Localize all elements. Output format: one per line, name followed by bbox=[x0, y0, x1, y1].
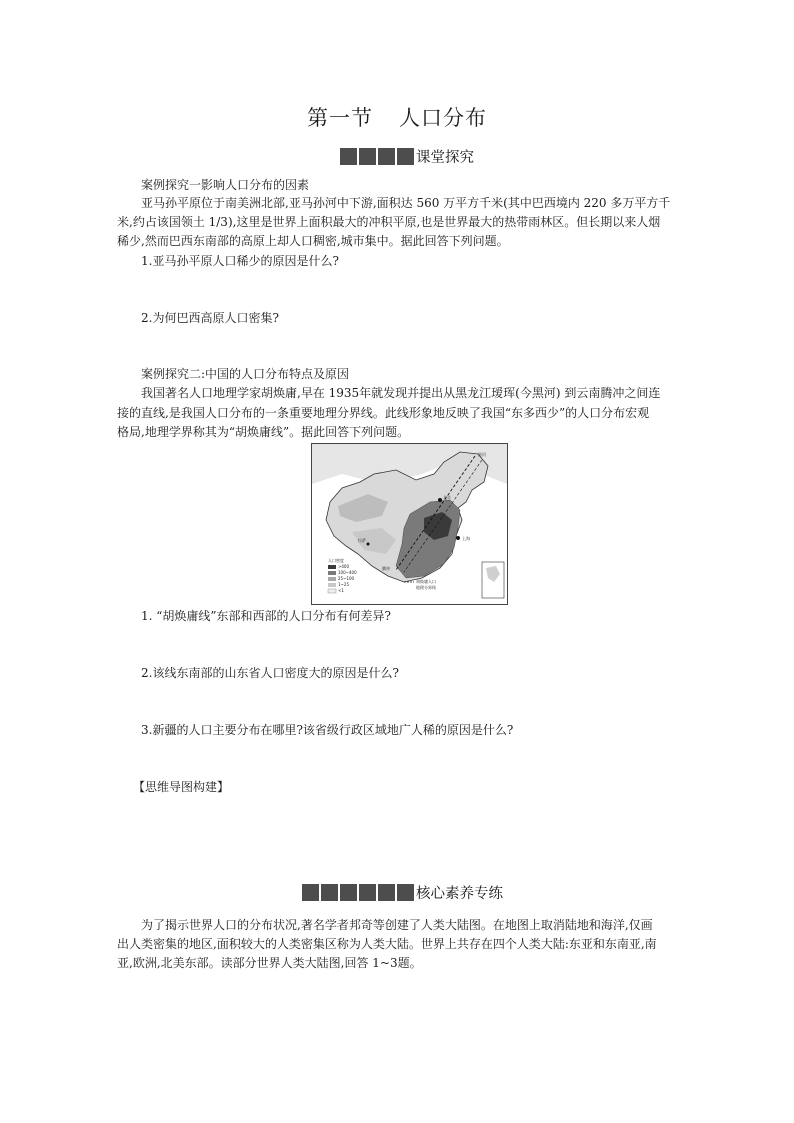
map-label-beijing: 北京 bbox=[443, 495, 451, 500]
legend-item-5: <1 bbox=[338, 588, 344, 593]
banner2-label: 核心素养专练 bbox=[416, 886, 503, 902]
case2-question-3: 3.新疆的人口主要分布在哪里?该省级行政区域地广人稀的原因是什么? bbox=[141, 723, 514, 737]
legend-item-2: 100~400 bbox=[338, 570, 357, 575]
case1-line2: 米,约占该国领土 1/3),这里是世界上面积最大的冲积平原,也是世界最大的热带雨林区。但长期以来人烟 bbox=[117, 215, 661, 229]
map-label-tengchong: 腾冲 bbox=[382, 566, 390, 571]
legend-item-4: 1~25 bbox=[338, 582, 349, 587]
page-title bbox=[0, 102, 794, 132]
case2-heading: 案例探究二:中国的人口分布特点及原因 bbox=[141, 367, 350, 381]
practice-line3: 亚,欧洲,北美东部。读部分世界人类大陆图,回答 1~3题。 bbox=[117, 956, 422, 970]
case2-line3: 格局,地理学界称其为“胡焕庸线”。据此回答下列问题。 bbox=[117, 425, 410, 439]
legend-title: 人口密度 bbox=[328, 558, 344, 563]
case2-line2: 接的直线,是我国人口分布的一条重要地理分界线。此线形象地反映了我国“东多西少”的人口分布宏观 bbox=[117, 406, 650, 420]
classroom-banner bbox=[340, 146, 474, 167]
practice-line2: 出人类密集的地区,面积较大的人类密集区称为人类大陆。世界上共存在四个人类大陆:东亚和东南亚,南 bbox=[117, 937, 657, 951]
legend-line-label: 胡焕庸人口 bbox=[416, 579, 436, 584]
legend-line-label-2: 地理分界线 bbox=[416, 585, 436, 590]
city-dot-beijing bbox=[438, 498, 442, 502]
case2-question-2: 2.该线东南部的山东省人口密度大的原因是什么? bbox=[141, 666, 399, 680]
banner-label: 课堂探究 bbox=[416, 150, 474, 166]
case1-line3: 稀少,然而巴西东南部的高原上却人口稠密,城市集中。据此回答下列问题。 bbox=[117, 234, 509, 248]
banner-blocks bbox=[340, 148, 414, 165]
section-number: 第一节 bbox=[307, 106, 373, 130]
city-dot-shanghai bbox=[456, 536, 460, 540]
case1-heading: 案例探究一影响人口分布的因素 bbox=[141, 178, 310, 192]
case2-line1: 我国著名人口地理学家胡焕庸,早在 1935年就发现并提出从黑龙江瑷珲(今黑河) 到云南腾冲之间连 bbox=[141, 386, 661, 400]
section-title: 人口分布 bbox=[399, 106, 487, 130]
china-population-map bbox=[311, 443, 508, 605]
case1-question-2: 2.为何巴西高原人口密集? bbox=[141, 311, 279, 325]
legend-item-3: 25~100 bbox=[338, 576, 355, 581]
map-label-lhasa: 拉萨 bbox=[358, 538, 366, 543]
legend-item-1: >400 bbox=[338, 564, 349, 569]
mindmap-heading: 【思维导图构建】 bbox=[133, 780, 230, 794]
map-label-heihe: 黑河 bbox=[478, 452, 486, 457]
map-graphic bbox=[312, 444, 507, 604]
practice-line1: 为了揭示世界人口的分布状况,著名学者邦奇等创建了人类大陆图。在地图上取消陆地和海洋,仅画 bbox=[141, 918, 653, 932]
case1-question-1: 1.亚马孙平原人口稀少的原因是什么? bbox=[141, 254, 339, 268]
banner-blocks-2 bbox=[302, 884, 414, 901]
map-label-shanghai: 上海 bbox=[462, 536, 470, 541]
practice-banner bbox=[302, 882, 503, 903]
case1-line1: 亚马孙平原位于南美洲北部,亚马孙河中下游,面积达 560 万平方千米(其中巴西境内 220 多万平方千 bbox=[141, 196, 671, 210]
case2-question-1: 1. “胡焕庸线”东部和西部的人口分布有何差异? bbox=[141, 609, 391, 623]
city-dot-lhasa bbox=[367, 543, 370, 546]
